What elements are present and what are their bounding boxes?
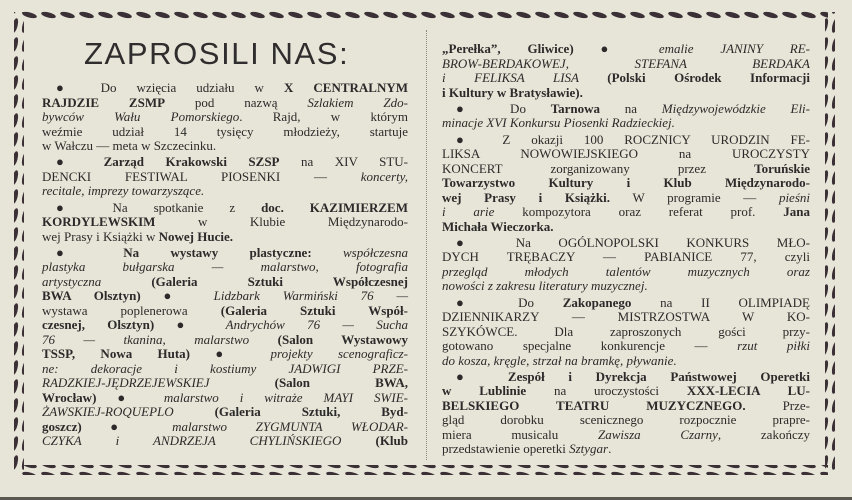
italic-text: plastyka bułgarska — malarstwo, fotografia bbox=[42, 259, 408, 275]
text-line bbox=[442, 296, 810, 311]
italic-text: malarstwo i witraże MAYI SWIE- bbox=[163, 389, 408, 405]
text: ● Do bbox=[456, 100, 551, 116]
text: ● bbox=[573, 41, 659, 56]
border-left bbox=[14, 12, 24, 470]
border-right bbox=[825, 12, 835, 470]
italic-text: Szlakiem Zdo- bbox=[307, 94, 408, 110]
bold-text: X CENTRALNYM bbox=[283, 80, 408, 95]
text: w Klubie Międzynarodo- bbox=[155, 214, 408, 230]
paragraph bbox=[42, 246, 408, 449]
italic-text: ŻAWSKIEJ-ROQUEPLO bbox=[42, 404, 215, 420]
text-line bbox=[42, 405, 408, 420]
text-line bbox=[42, 201, 408, 216]
bold-text: doc. KAZIMIERZEM bbox=[261, 199, 409, 215]
text-line bbox=[442, 442, 810, 457]
text-line bbox=[42, 230, 408, 245]
text: ● bbox=[96, 389, 164, 405]
text-line bbox=[42, 362, 408, 377]
text-line bbox=[442, 354, 810, 369]
text: DYCH TRĘBACZY — PABIANICE 77, czyli bbox=[442, 249, 810, 265]
text-line bbox=[442, 176, 810, 191]
column-divider bbox=[426, 30, 427, 460]
text-line bbox=[442, 220, 810, 235]
text-line bbox=[442, 413, 810, 428]
text-line bbox=[42, 215, 408, 230]
italic-text: BROW-BERDAKOWEJ, STEFANA BERDAKA bbox=[442, 55, 810, 71]
text-line bbox=[442, 384, 810, 399]
bold-text: (Galeria Sztuki Współ- bbox=[220, 302, 408, 318]
italic-text: Międzywojewódzkie Eli- bbox=[661, 100, 810, 116]
text: kompozytora oraz referat prof. bbox=[494, 204, 784, 220]
bold-text: Zarząd Krakowski SZSP bbox=[103, 154, 280, 170]
bold-text: Tarnowa bbox=[550, 100, 601, 116]
italic-text: 76 — tkanina, malarstwo bbox=[42, 331, 278, 347]
bold-text: (Galeria Sztuki Współczesnej bbox=[151, 273, 408, 289]
bold-text: Nowej Hucie. bbox=[158, 228, 233, 244]
text: na XIV STU- bbox=[279, 154, 409, 170]
bold-text: (Klub bbox=[375, 433, 408, 449]
text-line bbox=[42, 110, 408, 125]
text-line bbox=[42, 170, 408, 185]
text: Prze- bbox=[745, 397, 810, 413]
bold-text: Towarzystwo Kultury i Klub Międzynarodo- bbox=[442, 175, 810, 191]
italic-text: pieśni bbox=[778, 189, 810, 205]
italic-text: Lidzbark Warmiński 76 — bbox=[213, 288, 409, 304]
paragraph bbox=[42, 81, 408, 154]
italic-text: bywców Wału Pomorskiego bbox=[42, 109, 240, 124]
bold-text: „Perełka”, Gliwice) bbox=[442, 41, 574, 56]
text: DZIENNIKARZY — MISTRZOSTWA W KO- bbox=[442, 309, 810, 325]
bold-text: (Galeria Sztuki, Byd- bbox=[214, 404, 408, 420]
text: przedstawienie operetki bbox=[442, 441, 570, 457]
text: LIKSA NOWOWIEJSKIEGO na UROCZYSTY bbox=[442, 146, 810, 162]
text: ● Do bbox=[456, 294, 563, 310]
text-line bbox=[42, 376, 408, 391]
italic-text: CZYKA i ANDRZEJA CHYLIŃSKIEGO bbox=[42, 433, 376, 449]
text-line bbox=[42, 260, 408, 275]
text-line bbox=[442, 57, 810, 72]
text-line bbox=[442, 116, 810, 131]
italic-text: emalie JANINY RE- bbox=[658, 41, 811, 56]
italic-text: recitale, imprezy towarzyszące. bbox=[42, 183, 205, 199]
italic-text: przegląd młodych talentów muzycznych oraz bbox=[442, 263, 810, 279]
text-line bbox=[442, 279, 810, 294]
bold-text: KORDYLEWSKIM bbox=[42, 214, 156, 230]
italic-text: do kosza, kręgle, strzał na bramkę, pływanie. bbox=[442, 352, 677, 368]
text: pod nazwą bbox=[165, 94, 308, 110]
text: na uroczystości bbox=[526, 383, 687, 399]
text-line bbox=[442, 236, 810, 251]
text-line bbox=[442, 102, 810, 117]
text-line bbox=[442, 42, 810, 57]
bold-text: Zakopanego bbox=[562, 294, 632, 310]
text-line bbox=[42, 96, 408, 111]
bold-text: XXX-LECIA LU- bbox=[686, 383, 810, 399]
italic-text: rzut piłki bbox=[737, 338, 810, 354]
text: ● bbox=[56, 154, 104, 170]
text-line bbox=[42, 420, 408, 435]
text: ● Na spotkanie z bbox=[56, 199, 262, 215]
text-line bbox=[42, 184, 408, 199]
text: ● bbox=[456, 368, 508, 384]
text: ● Z okazji 100 ROCZNICY URODZIN FE- bbox=[456, 131, 810, 147]
italic-text: projekty scenograficz- bbox=[270, 346, 409, 362]
bold-text: (Salon Wystawowy bbox=[277, 331, 408, 347]
text-line bbox=[442, 205, 810, 220]
text: gląd dorobku scenicznego rozpocznie prapre- bbox=[442, 412, 810, 428]
bold-text: RAJDZIE ZSMP bbox=[42, 94, 166, 110]
text: W programie — bbox=[610, 189, 779, 205]
bold-text: Na wystawy plastyczne: bbox=[123, 244, 343, 260]
text-line bbox=[442, 133, 810, 148]
paragraph bbox=[442, 42, 810, 100]
text-line bbox=[442, 86, 810, 101]
article-column-right bbox=[442, 42, 810, 459]
text: w Wałczu — meta w Szczecinku. bbox=[42, 138, 217, 153]
bold-text: BWA Olsztyn) bbox=[42, 288, 141, 304]
text-line bbox=[442, 191, 810, 206]
paragraph bbox=[442, 236, 810, 294]
paragraph bbox=[42, 155, 408, 199]
italic-text: malarstwo ZYGMUNTA WŁODAR- bbox=[172, 418, 408, 434]
paragraph bbox=[442, 370, 810, 457]
text-line bbox=[442, 310, 810, 325]
text-line bbox=[442, 250, 810, 265]
text: . bbox=[608, 441, 612, 457]
text-line bbox=[42, 246, 408, 261]
text-line bbox=[42, 347, 408, 362]
text: na bbox=[600, 100, 662, 116]
bold-text: goszcz) bbox=[42, 418, 82, 434]
paragraph bbox=[442, 102, 810, 131]
paragraph bbox=[42, 201, 408, 245]
text: SZYKÓWCE. Dla zaproszonych gości przy- bbox=[442, 323, 810, 339]
page-title: ZAPROSILI NAS: bbox=[84, 36, 350, 71]
text-line bbox=[42, 81, 408, 96]
bold-text: Michała Wieczorka. bbox=[442, 218, 554, 234]
bold-text: Zespół i Dyrekcja Państwowej Operetki bbox=[507, 368, 810, 384]
text-line bbox=[42, 139, 408, 154]
italic-text: Zawisza Czarny bbox=[598, 426, 718, 442]
text: ● bbox=[56, 244, 124, 260]
text: wej Prasy i Książki w bbox=[42, 228, 159, 244]
text-line bbox=[42, 275, 408, 290]
bold-text: BELSKIEGO TEATRU MUZYCZNEGO. bbox=[442, 397, 746, 413]
text: weźmie udział 14 tysięcy młodzieży, startuje bbox=[42, 123, 408, 139]
paragraph bbox=[442, 133, 810, 235]
text-line bbox=[42, 289, 408, 304]
text-line bbox=[442, 147, 810, 162]
text: ● bbox=[140, 288, 214, 304]
bold-text: Toruńskie bbox=[754, 160, 810, 176]
text-line bbox=[442, 370, 810, 385]
bold-text: Jana bbox=[783, 204, 810, 220]
text-line bbox=[442, 265, 810, 280]
text-line bbox=[42, 391, 408, 406]
italic-text: ne: dekoracje i kostiumy JADWIGI PRZE- bbox=[42, 360, 408, 376]
text-line bbox=[42, 434, 408, 449]
bold-text: w Lublinie bbox=[442, 383, 527, 399]
bold-text: i Kultury w Bratysławie). bbox=[442, 84, 583, 100]
text: ● bbox=[81, 418, 173, 434]
paragraph bbox=[442, 296, 810, 369]
text-line bbox=[42, 333, 408, 348]
text-line bbox=[442, 428, 810, 443]
text: KONCERT zorganizowany przez bbox=[442, 160, 755, 176]
text: ● bbox=[154, 317, 226, 333]
italic-text: RADZKIEJ-JĘDRZEJEWSKIEJ bbox=[42, 375, 275, 391]
bold-text: wej Prasy i Książki. bbox=[442, 189, 611, 205]
border-top bbox=[20, 10, 828, 20]
text-line bbox=[442, 399, 810, 414]
italic-text: Sztygar bbox=[569, 441, 609, 457]
italic-text: koncerty, bbox=[360, 168, 408, 184]
italic-text: i arie bbox=[442, 204, 495, 220]
text-line bbox=[442, 325, 810, 340]
text: ● Na OGÓLNOPOLSKI KONKURS MŁO- bbox=[456, 234, 810, 250]
text: miera musicalu bbox=[442, 426, 598, 442]
article-column-left bbox=[42, 81, 408, 451]
bold-text: Wrocław) bbox=[42, 389, 97, 405]
italic-text: współczesna bbox=[343, 244, 408, 260]
text: ● bbox=[190, 346, 271, 362]
italic-text: nowości z zakresu literatury muzycznej. bbox=[442, 278, 648, 294]
italic-text: artystyczna bbox=[42, 273, 152, 289]
bold-text: (Polski Ośrodek Informacji bbox=[607, 70, 810, 85]
italic-text: Andrychów 76 — Sucha bbox=[225, 317, 409, 333]
text: , zakończy bbox=[717, 426, 810, 442]
text-line bbox=[42, 304, 408, 319]
text: . Rajd, w którym bbox=[239, 109, 409, 124]
text-line bbox=[442, 162, 810, 177]
text: wystawa poplenerowa bbox=[42, 302, 221, 318]
text-line bbox=[42, 318, 408, 333]
text: na II OLIMPIADĘ bbox=[631, 294, 811, 310]
bold-text: (Salon BWA, bbox=[274, 375, 408, 391]
text: gotowano specjalne konkurencje — bbox=[442, 338, 738, 354]
text: DENCKI FESTIWAL PIOSENKI — bbox=[42, 168, 361, 184]
text-line bbox=[442, 339, 810, 354]
bold-text: czesnej, Olsztyn) bbox=[42, 317, 155, 333]
border-bottom bbox=[20, 465, 828, 475]
text-line bbox=[42, 125, 408, 140]
bold-text: TSSP, Nowa Huta) bbox=[42, 346, 191, 362]
italic-text: i FELIKSA LISA bbox=[442, 70, 608, 85]
italic-text: minacje XVI Konkursu Piosenki Radzieckiej. bbox=[442, 115, 675, 131]
text-line bbox=[42, 155, 408, 170]
text-line bbox=[442, 71, 810, 86]
text: ● Do wzięcia udziału w bbox=[56, 80, 284, 95]
